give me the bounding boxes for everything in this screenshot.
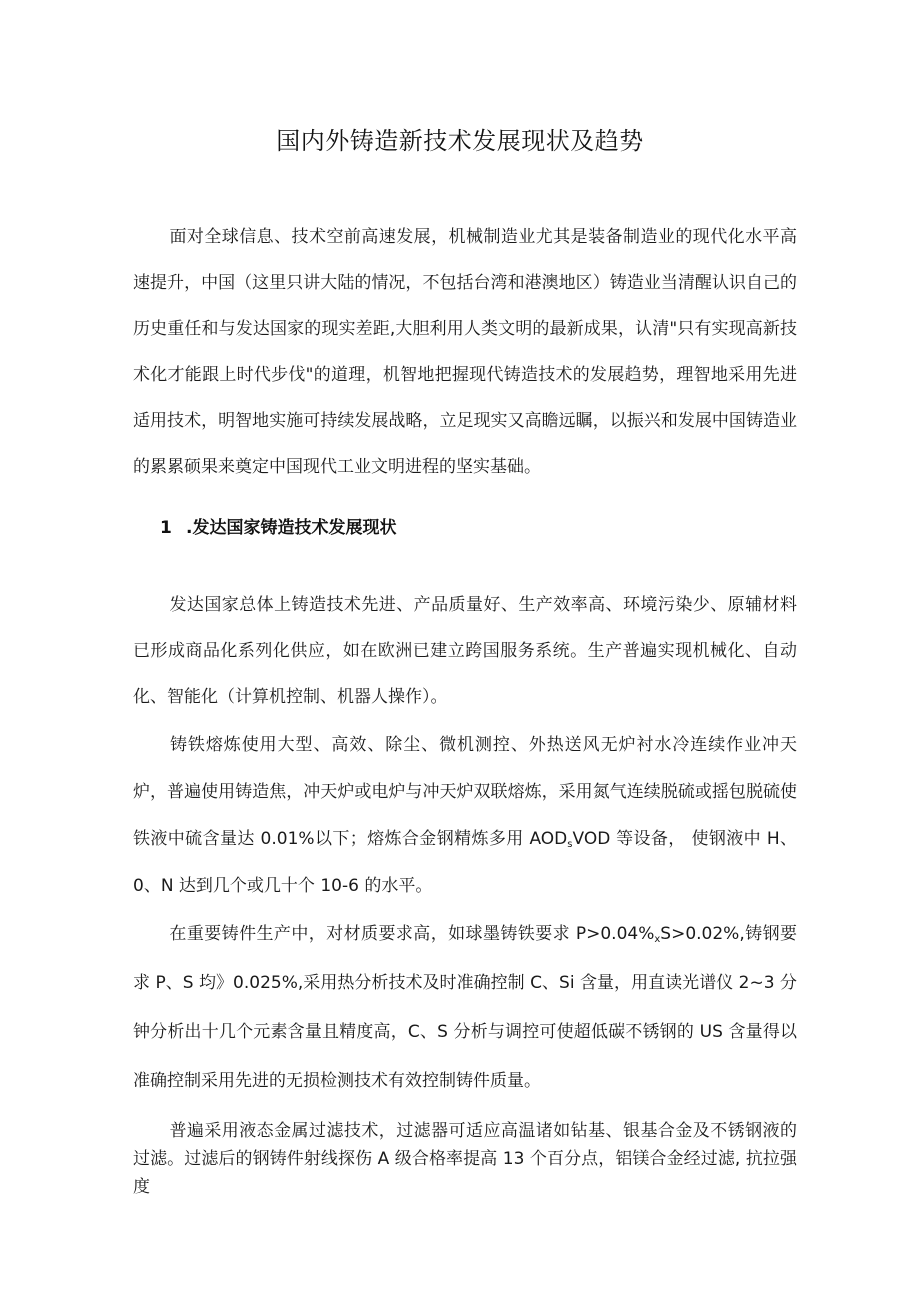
paragraph-3-subscript: x xyxy=(654,934,661,945)
paragraph-2-subscript: s xyxy=(567,839,573,850)
paragraph-4-text: 普遍采用液态金属过滤技术，过滤器可适应高温诸如钻基、银基合金及不锈钢液的过滤。过滤后的钢铸件射线探伤 A 级合格率提高 13 个百分点，铝镁合金经过滤, 抗拉强度 xyxy=(133,1121,797,1197)
paragraph-3 xyxy=(133,910,797,1106)
paragraph-2 xyxy=(133,722,797,910)
section-1-title: .发达国家铸造技术发展现状 xyxy=(186,518,397,538)
paragraph-3-text-b: S>0.02%,铸钢要求 P、S 均》0.025%,采用热分析技术及时准确控制 C、Si 含量，用直读光谱仪 2~3 分钟分析出十几个元素含量且精度高，C、S 分析与调控可使超低碳不锈钢的 US 含量得以准确控制采用先进的无损检测技术有效控制铸件质量。 xyxy=(133,924,797,1091)
paragraph-2-text-a: 铸铁熔炼使用大型、高效、除尘、微机测控、外热送风无炉衬水冷连续作业冲天炉，普遍使用铸造焦，冲天炉或电炉与冲天炉双联熔炼，采用氮气连续脱硫或摇包脱硫使铁液中硫含量达 0.01%以下；熔炼合金钢精炼多用 AOD xyxy=(133,735,797,849)
section-1-number: 1 xyxy=(160,518,172,538)
paragraph-2-text-b: VOD 等设备， 使钢液中 H、0、N 达到几个或几十个 10-6 的水平。 xyxy=(133,829,797,896)
section-1-heading xyxy=(160,514,396,542)
document-title: 国内外铸造新技术发展现状及趋势 xyxy=(276,127,644,155)
paragraph-1 xyxy=(133,582,797,720)
intro-paragraph xyxy=(133,214,797,490)
intro-text: 面对全球信息、技术空前高速发展，机械制造业尤其是装备制造业的现代化水平高速提升，中国（这里只讲大陆的情况，不包括台湾和港澳地区）铸造业当清醒认识自己的历史重任和与发达国家的现实差距,大胆利用人类文明的最新成果，认清"只有实现高新技术化才能跟上时代步伐"的道理，机智地把握现代铸造技术的发展趋势，理智地采用先进适用技术，明智地实施可持续发展战略，立足现实又高瞻远瞩，以振兴和发展中国铸造业的累累硕果来奠定中国现代工业文明进程的坚实基础。 xyxy=(133,227,797,477)
paragraph-4 xyxy=(133,1117,797,1201)
paragraph-3-text-a: 在重要铸件生产中，对材质要求高，如球墨铸铁要求 P>0.04% xyxy=(169,924,655,944)
paragraph-1-text: 发达国家总体上铸造技术先进、产品质量好、生产效率高、环境污染少、原辅材料已形成商品化系列化供应，如在欧洲已建立跨国服务系统。生产普遍实现机械化、自动化、智能化（计算机控制、机器人操作）。 xyxy=(133,595,797,707)
